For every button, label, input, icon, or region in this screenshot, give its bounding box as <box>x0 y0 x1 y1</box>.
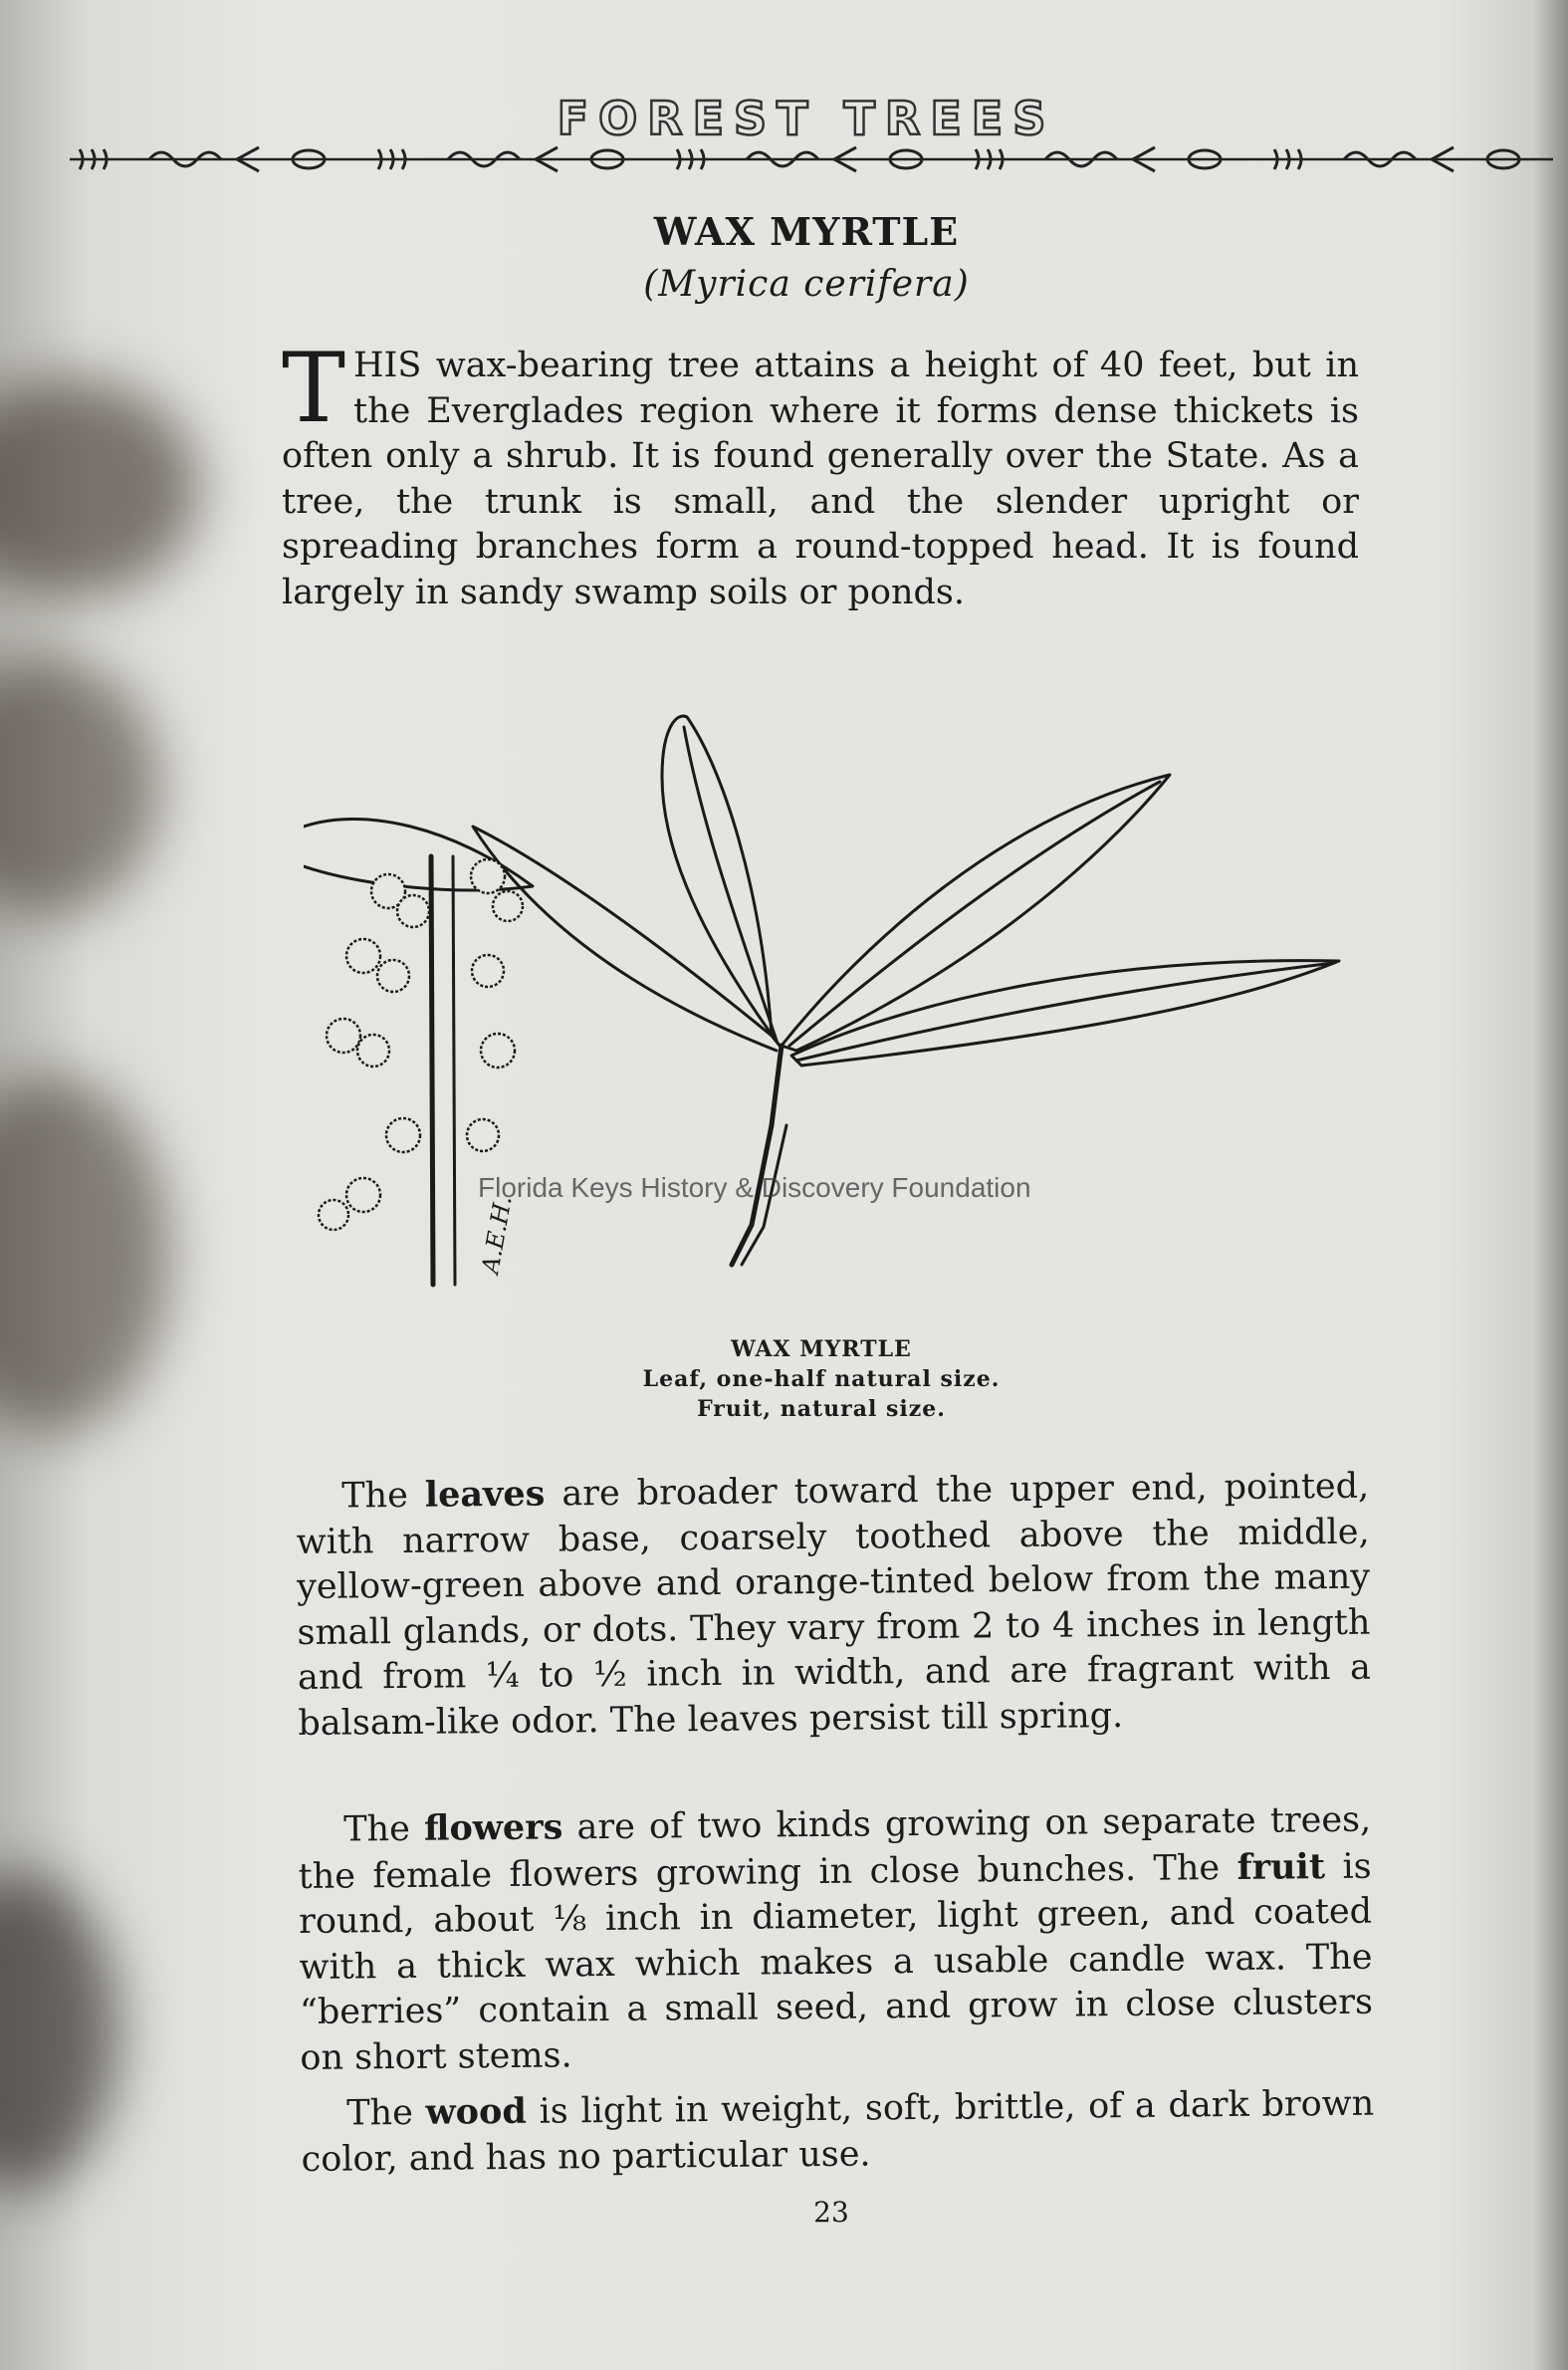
burn-stain <box>0 657 159 916</box>
berry <box>481 1034 515 1067</box>
keyword-leaves: leaves <box>424 1473 546 1516</box>
berry <box>472 955 504 987</box>
drop-cap: T <box>282 333 346 444</box>
latin-name: (Myrica cerifera) <box>643 264 970 305</box>
burn-stain <box>0 378 199 597</box>
wood-paragraph: The wood is light in weight, soft, brittle, of a dark brown color, and has no particular use. <box>301 2083 1375 2180</box>
berry <box>471 859 505 893</box>
intro-text: HIS wax-bearing tree attains a height of 40 feet, but in the Everglades region where it forms dense thickets is often only a shrub. It is found generally over the State. As a tree, the trunk is small, and the slender upright or spreading branches form a round-topped head. It is found largely in sandy swamp soils or ponds. <box>282 346 1359 612</box>
article-title: WAX MYRTLE <box>653 209 960 254</box>
running-head: FOREST TREES <box>557 92 1056 145</box>
wax-myrtle-illustration <box>304 707 1349 1314</box>
intro-paragraph <box>282 333 1359 615</box>
caption-title: WAX MYRTLE <box>731 1336 912 1362</box>
burn-stain <box>0 1872 119 2191</box>
berry <box>319 1200 348 1230</box>
flowers-paragraph: The flowers are of two kinds growing on separate trees, the female flowers growing in close bunches. The fruit is round, about ⅛ inch in diameter, light green, and coated with a thick wax which makes a usable candle wax. The “berries” contain a small seed, and grow in close clusters on short stems. <box>298 1799 1374 2078</box>
berry <box>377 960 409 992</box>
page-number: 23 <box>813 2196 849 2229</box>
berry <box>467 1119 499 1151</box>
leaf-left <box>473 827 777 1051</box>
artist-signature: A.E.H. <box>476 1193 518 1277</box>
berry <box>386 1118 420 1152</box>
keyword-fruit: fruit <box>1236 1845 1326 1888</box>
keyword-flowers: flowers <box>423 1806 563 1849</box>
watermark: Florida Keys History & Discovery Foundation <box>478 1172 1031 1203</box>
caption-leaf-scale: Leaf, one-half natural size. <box>642 1366 1001 1392</box>
keyword-wood: wood <box>425 2090 528 2133</box>
leaf-upper-right <box>782 775 1170 1051</box>
decorative-border-ornament <box>70 139 1553 179</box>
caption-fruit-scale: Fruit, natural size. <box>697 1396 946 1422</box>
berry <box>346 939 380 973</box>
berry <box>493 891 523 921</box>
berry <box>397 895 429 927</box>
figure-caption <box>0 1334 1568 1424</box>
berry <box>327 1019 360 1053</box>
berry <box>357 1035 389 1066</box>
berry <box>346 1178 380 1212</box>
leaves-paragraph: The leaves are broader toward the upper end, pointed, with narrow base, coarsely toothed above the middle, yellow-green above and orange-tinted below from the many small glands, or dots. They vary from 2 to 4 inches in length and from ¼ to ½ inch in width, and are fragrant with a balsam-like odor. The leaves persist till spring. <box>296 1466 1372 1744</box>
